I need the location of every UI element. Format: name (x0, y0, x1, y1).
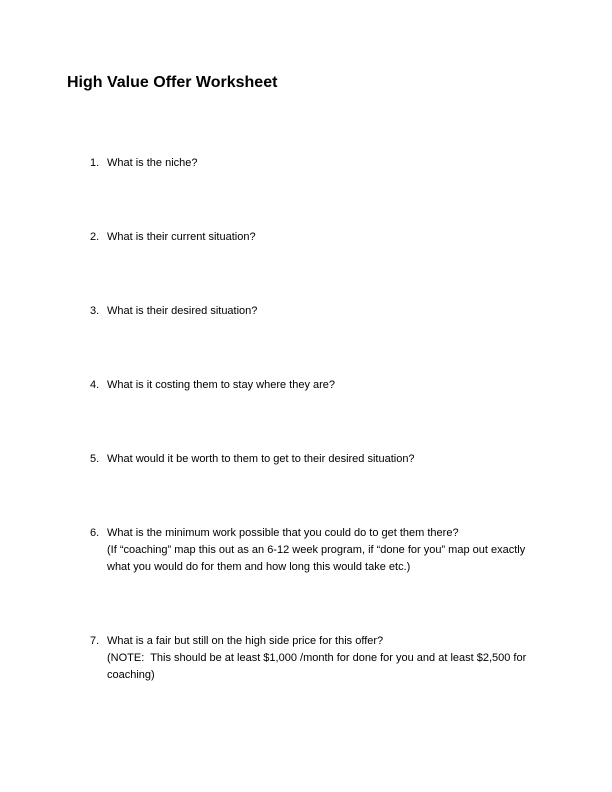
question-number: 4. (90, 379, 100, 391)
question-line: coaching) (107, 669, 155, 681)
question-item-5 (90, 451, 550, 468)
question-text (107, 451, 550, 468)
question-line: What is their desired situation? (107, 305, 258, 317)
question-line: what you would do for them and how long this would take etc.) (107, 561, 411, 573)
question-line: What is it costing them to stay where they are? (107, 379, 336, 391)
question-text (107, 633, 550, 684)
question-text (107, 377, 550, 394)
question-list (90, 155, 550, 684)
question-line: (NOTE: This should be at least $1,000 /month for done for you and at least $2,500 for (107, 652, 527, 664)
question-item-3 (90, 303, 550, 320)
question-number: 1. (90, 157, 100, 169)
question-text (107, 303, 550, 320)
question-item-6 (90, 525, 550, 576)
question-item-7 (90, 633, 550, 684)
question-text (107, 525, 550, 576)
question-number: 5. (90, 453, 100, 465)
question-line: What is the minimum work possible that you could do to get them there? (107, 527, 459, 539)
question-item-4 (90, 377, 550, 394)
page-title: High Value Offer Worksheet (67, 74, 278, 91)
question-line: (If “coaching” map this out as an 6-12 week program, if “done for you” map out exactly (107, 544, 526, 556)
question-item-1 (90, 155, 550, 172)
question-number: 3. (90, 305, 100, 317)
question-text (107, 229, 550, 246)
question-number: 6. (90, 527, 100, 539)
question-item-2 (90, 229, 550, 246)
question-text (107, 155, 550, 172)
question-line: What is the niche? (107, 157, 198, 169)
question-number: 7. (90, 635, 100, 647)
question-number: 2. (90, 231, 100, 243)
question-line: What is a fair but still on the high side price for this offer? (107, 635, 384, 647)
question-line: What would it be worth to them to get to their desired situation? (107, 453, 415, 465)
question-line: What is their current situation? (107, 231, 256, 243)
